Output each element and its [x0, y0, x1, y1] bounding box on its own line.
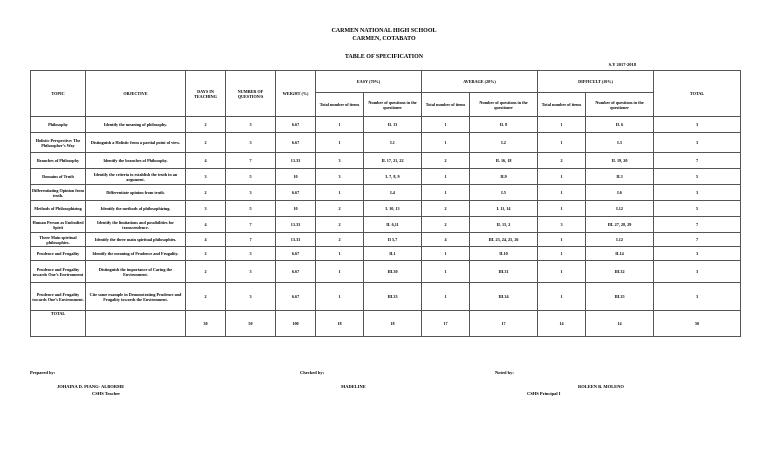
cell-diff-items: 1 — [538, 133, 586, 153]
cell-days: 2 — [186, 185, 226, 201]
col-weight: WEIGHT (%) — [276, 71, 316, 117]
cell-weight: 6.67 — [276, 247, 316, 261]
cell-total: 3 — [654, 117, 741, 133]
cell-easy-q: I. 7, 8, 9 — [364, 169, 422, 185]
cell-objective: Identify the criteria to establish the truth in an argument. — [86, 169, 186, 185]
col-avg-items: Total number of items — [422, 93, 470, 117]
col-easy-num: Number of questions in the questioner — [364, 93, 422, 117]
cell-topic: Human Person as Embodied Spirit — [31, 217, 86, 233]
cell-questions: 7 — [226, 217, 276, 233]
cell-questions: 7 — [226, 233, 276, 247]
cell-avg-items: 1 — [422, 133, 470, 153]
table-row — [31, 283, 741, 311]
cell-total: 3 — [654, 247, 741, 261]
cell-easy-q: II. 17, 21, 22 — [364, 153, 422, 169]
cell-diff-items: 1 — [538, 233, 586, 247]
cell-easy-items: 3 — [316, 169, 364, 185]
specification-table — [30, 70, 741, 337]
cell-weight: 13.33 — [276, 153, 316, 169]
table-row — [31, 117, 741, 133]
cell-avg-items: 1 — [422, 283, 470, 311]
cell-days: 4 — [186, 217, 226, 233]
cell-weight: 10 — [276, 169, 316, 185]
cell-avg-q: III. 23, 24, 25, 26 — [470, 233, 538, 247]
cell-total: 7 — [654, 233, 741, 247]
cell-diff-items: 3 — [538, 217, 586, 233]
cell-diff-items: 1 — [538, 247, 586, 261]
noted-by-title: CSHS Principal I — [527, 391, 561, 396]
cell-avg-q: II. 15, 2 — [470, 217, 538, 233]
total-weight: 100 — [276, 311, 316, 337]
cell-avg-items: 1 — [422, 169, 470, 185]
cell-weight: 6.67 — [276, 133, 316, 153]
cell-total: 7 — [654, 217, 741, 233]
total-avg-items: 17 — [422, 311, 470, 337]
total-label: TOTAL — [31, 311, 86, 337]
cell-days: 4 — [186, 153, 226, 169]
cell-weight: 6.67 — [276, 261, 316, 283]
cell-diff-q: I.3 — [586, 133, 654, 153]
cell-avg-q: II.10 — [470, 247, 538, 261]
cell-diff-q: I.12 — [586, 233, 654, 247]
cell-total: 5 — [654, 201, 741, 217]
table-row — [31, 233, 741, 247]
cell-questions: 7 — [226, 153, 276, 169]
cell-easy-items: 1 — [316, 133, 364, 153]
total-avg-q: 17 — [470, 311, 538, 337]
cell-avg-q: II.9 — [470, 169, 538, 185]
cell-easy-items: 2 — [316, 201, 364, 217]
cell-diff-q: I.6 — [586, 185, 654, 201]
cell-total: 3 — [654, 185, 741, 201]
cell-questions: 3 — [226, 261, 276, 283]
cell-avg-q: II. 8 — [470, 117, 538, 133]
cell-days: 3 — [186, 169, 226, 185]
cell-total: 5 — [654, 169, 741, 185]
cell-easy-q: II. 6,11 — [364, 217, 422, 233]
col-avg-num: Number of questions in the questioner — [470, 93, 538, 117]
table-row — [31, 153, 741, 169]
document-title: TABLE OF SPECIFICATION — [344, 54, 424, 60]
total-easy-q: 18 — [364, 311, 422, 337]
cell-avg-items: 1 — [422, 247, 470, 261]
table-row — [31, 247, 741, 261]
cell-total: 7 — [654, 153, 741, 169]
cell-topic: Prudence and Frugality towards One’s Environment — [31, 261, 86, 283]
cell-questions: 3 — [226, 133, 276, 153]
cell-objective: Distinguish the importance of Caring the Environment. — [86, 261, 186, 283]
cell-days: 2 — [186, 117, 226, 133]
cell-diff-items: 1 — [538, 201, 586, 217]
cell-avg-q: III.34 — [470, 283, 538, 311]
cell-diff-q: III.35 — [586, 283, 654, 311]
table-row — [31, 201, 741, 217]
cell-avg-items: 2 — [422, 201, 470, 217]
cell-weight: 6.67 — [276, 185, 316, 201]
cell-objective: Identify the branches of Philosophy. — [86, 153, 186, 169]
cell-diff-items: 1 — [538, 261, 586, 283]
total-diff-items: 14 — [538, 311, 586, 337]
col-difficult: DIFFICULT (10%) — [538, 71, 654, 93]
cell-objective: Identify the three main spiritual philosophies. — [86, 233, 186, 247]
cell-questions: 3 — [226, 185, 276, 201]
col-topic: TOPIC — [31, 71, 86, 117]
cell-days: 2 — [186, 261, 226, 283]
cell-total: 3 — [654, 261, 741, 283]
cell-total: 3 — [654, 283, 741, 311]
table-row — [31, 133, 741, 153]
prepared-by-name: JOHAINA D. PIANG- ALBORME — [57, 384, 125, 389]
cell-easy-q: III.30 — [364, 261, 422, 283]
cell-avg-items: 2 — [422, 217, 470, 233]
cell-days: 2 — [186, 247, 226, 261]
cell-easy-items: 1 — [316, 247, 364, 261]
cell-weight: 6.67 — [276, 283, 316, 311]
cell-avg-items: 2 — [422, 153, 470, 169]
cell-days: 2 — [186, 133, 226, 153]
cell-diff-items: 1 — [538, 185, 586, 201]
cell-easy-items: 1 — [316, 185, 364, 201]
cell-days: 2 — [186, 283, 226, 311]
totals-row — [31, 311, 741, 337]
cell-easy-items: 1 — [316, 283, 364, 311]
table-row — [31, 261, 741, 283]
cell-objective: Identify the limitations and possibilities for transcendence. — [86, 217, 186, 233]
cell-total: 3 — [654, 133, 741, 153]
cell-easy-items: 1 — [316, 261, 364, 283]
cell-questions: 5 — [226, 201, 276, 217]
table-row — [31, 169, 741, 185]
col-days: DAYS IN TEACHING — [186, 71, 226, 117]
cell-diff-q: I.12 — [586, 201, 654, 217]
cell-easy-items: 1 — [316, 117, 364, 133]
cell-questions: 3 — [226, 247, 276, 261]
cell-diff-q: II. 19, 20 — [586, 153, 654, 169]
col-diff-items: Total number of items — [538, 93, 586, 117]
prepared-by-title: CSHS Teacher — [92, 391, 121, 396]
cell-topic: Philosophy — [31, 117, 86, 133]
cell-avg-q: III.31 — [470, 261, 538, 283]
cell-diff-q: III.32 — [586, 261, 654, 283]
cell-objective: Identify the methods of philosophizing. — [86, 201, 186, 217]
checked-by-name: MADELINE — [341, 384, 366, 389]
school-name: CARMEN NATIONAL HIGH SCHOOL — [331, 28, 437, 34]
table-row — [31, 217, 741, 233]
noted-by-label: Noted by: — [495, 370, 514, 375]
col-total: TOTAL — [654, 71, 741, 117]
cell-diff-items: 1 — [538, 283, 586, 311]
cell-easy-q: I.1 — [364, 133, 422, 153]
cell-questions: 5 — [226, 169, 276, 185]
cell-topic: Differentiating Opinion from truth. — [31, 185, 86, 201]
total-days: 30 — [186, 311, 226, 337]
table-row — [31, 185, 741, 201]
school-year: S.Y 2017-2018 — [608, 62, 636, 67]
school-location: CARMEN, COTABATO — [352, 36, 416, 42]
cell-diff-q: II.3 — [586, 169, 654, 185]
cell-weight: 13.33 — [276, 233, 316, 247]
cell-topic: Holistic Perspective: The Philosopher’s Way — [31, 133, 86, 153]
cell-avg-items: 1 — [422, 117, 470, 133]
col-average: AVERAGE (20%) — [422, 71, 538, 93]
cell-objective: Differentiate opinion from truth. — [86, 185, 186, 201]
cell-questions: 3 — [226, 283, 276, 311]
cell-topic: Branches of Philosophy — [31, 153, 86, 169]
cell-objective: Identify the meaning of Prudence and Frugality. — [86, 247, 186, 261]
col-objective: OBJECTIVE — [86, 71, 186, 117]
cell-objective: Identify the meaning of philosophy. — [86, 117, 186, 133]
col-diff-num: Number of questions in the questioner — [586, 93, 654, 117]
cell-diff-items: 2 — [538, 153, 586, 169]
cell-diff-q: II.14 — [586, 247, 654, 261]
cell-weight: 13.33 — [276, 217, 316, 233]
cell-easy-q: I. 10, 13 — [364, 201, 422, 217]
cell-topic: Prudence and Frugality — [31, 247, 86, 261]
cell-questions: 3 — [226, 117, 276, 133]
cell-topic: Prudence and Frugality towards One’s Environment. — [31, 283, 86, 311]
cell-avg-items: 1 — [422, 261, 470, 283]
cell-easy-items: 2 — [316, 217, 364, 233]
cell-avg-q: I.2 — [470, 133, 538, 153]
total-total: 50 — [654, 311, 741, 337]
cell-objective: Cite some example in Demonstrating Prudence and Frugality towards the Environment. — [86, 283, 186, 311]
cell-avg-items: 4 — [422, 233, 470, 247]
cell-easy-q: II. 13 — [364, 117, 422, 133]
cell-topic: Methods of Philosophizing — [31, 201, 86, 217]
cell-easy-q: III.33 — [364, 283, 422, 311]
total-questions: 50 — [226, 311, 276, 337]
cell-weight: 10 — [276, 201, 316, 217]
prepared-by-label: Prepared by: — [30, 370, 56, 375]
cell-avg-items: 1 — [422, 185, 470, 201]
cell-easy-q: II.1 — [364, 247, 422, 261]
cell-avg-q: I.5 — [470, 185, 538, 201]
cell-avg-q: I. 11, 14 — [470, 201, 538, 217]
col-easy-items: Total number of items — [316, 93, 364, 117]
cell-diff-items: 1 — [538, 169, 586, 185]
col-easy: EASY (70%) — [316, 71, 422, 93]
noted-by-name: ROLEEN B. MOLENO — [578, 384, 624, 389]
cell-diff-q: III. 27, 28, 29 — [586, 217, 654, 233]
cell-objective: Distinguish a Holistic from a partial point of view. — [86, 133, 186, 153]
total-easy-items: 18 — [316, 311, 364, 337]
cell-days: 3 — [186, 201, 226, 217]
cell-topic: Three Main spiritual philosophies. — [31, 233, 86, 247]
col-num-questions: NUMBER OF QUESTION/S — [226, 71, 276, 117]
cell-easy-items: 2 — [316, 233, 364, 247]
cell-easy-items: 3 — [316, 153, 364, 169]
cell-topic: Domains of Truth — [31, 169, 86, 185]
checked-by-label: Checked by: — [300, 370, 325, 375]
total-diff-q: 14 — [586, 311, 654, 337]
cell-weight: 6.67 — [276, 117, 316, 133]
cell-easy-q: I.4 — [364, 185, 422, 201]
cell-avg-q: II. 16, 18 — [470, 153, 538, 169]
cell-diff-items: 1 — [538, 117, 586, 133]
total-empty-cell — [86, 311, 186, 337]
cell-diff-q: II. 6 — [586, 117, 654, 133]
cell-days: 4 — [186, 233, 226, 247]
cell-easy-q: II 5,7 — [364, 233, 422, 247]
